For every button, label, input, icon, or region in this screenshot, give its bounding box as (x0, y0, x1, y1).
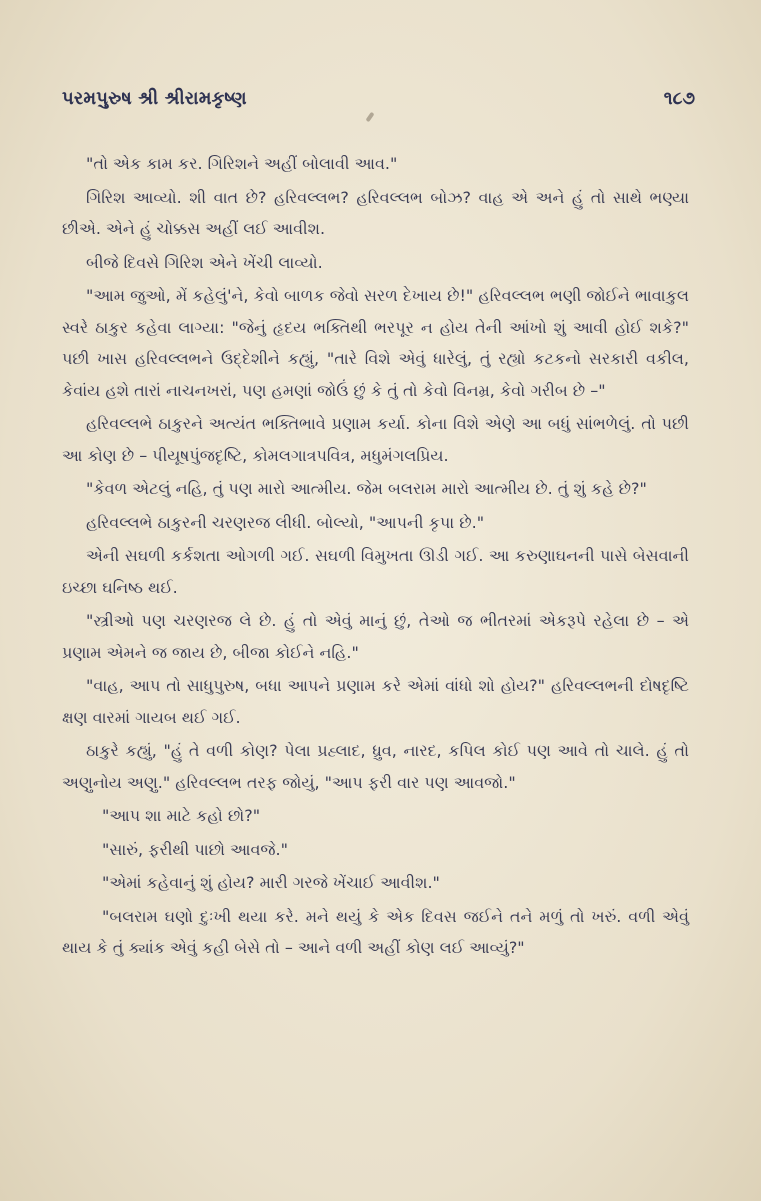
paragraph: "એમાં કહેવાનું શું હોય? મારી ગરજે ખેંચાઈ આવીશ." (102, 873, 440, 892)
paragraph: "વાહ, આપ તો સાધુપુરુષ, બધા આપને પ્રણામ કરે એમાં વાંધો શો હોય?" હરિવલ્લભની દોષદૃષ્ટિ ક્ષણ વારમાં ગાયબ થઈ ગઈ. (62, 676, 689, 727)
body-text (62, 148, 689, 964)
paragraph: એની સઘળી કર્કશતા ઓગળી ગઈ. સઘળી વિમુખતા ઊડી ગઈ. આ કરુણાઘનની પાસે બેસવાની ઇચ્છા ઘનિષ્ઠ થઈ. (62, 546, 689, 597)
running-title: પરમપુરુષ શ્રી શ્રીરામકૃષ્ણ (62, 88, 247, 109)
paragraph: "કેવળ એટલું નહિ, તું પણ મારો આત્મીય. જેમ બલરામ મારો આત્મીય છે. તું શું કહે છે?" (86, 479, 647, 498)
paragraph: "આમ જુઓ, મેં કહેલું'ને, કેવો બાળક જેવો સરળ દેખાય છે!" હરિવલ્લભ ભણી જોઈને ભાવાકુલ સ્વરે ઠાકુર કહેવા લાગ્યા: "જેનું હૃદય ભક્તિથી ભરપૂર ન હોય તેની આંખો શું આવી હોઈ શકે?" પછી ખાસ હરિવલ્લભને ઉદ્દેશીને કહ્યું, "તારે વિશે એવું ધારેલું, તું રહ્યો કટકનો સરકારી વકીલ, કેવાંય હશે તારાં નાચનખરાં, પણ હમણાં જોઉં છું કે તું તો કેવો વિનમ્ર, કેવો ગરીબ છે –" (62, 286, 689, 400)
paragraph: "સારું, ફરીથી પાછો આવજે." (102, 839, 289, 859)
paragraph: હરિવલ્લભે ઠાકુરને અત્યંત ભક્તિભાવે પ્રણામ કર્યા. કોના વિશે એણે આ બધું સાંભળેલું. તો પછી આ કોણ છે – પીયૂષપુંજદૃષ્ટિ, કોમલગાત્રપવિત્ર, મધુમંગલપ્રિય. (62, 414, 689, 465)
paragraph: "બલરામ ઘણો દુઃખી થયા કરે. મને થયું કે એક દિવસ જઈને તને મળું તો ખરું. વળી એવું થાય કે તું ક્યાંક એવું કહી બેસે તો – આને વળી અહીં કોણ લઈ આવ્યું?" (62, 906, 689, 957)
paragraph: "તો એક કામ કર. ગિરિશને અહીં બોલાવી આવ." (86, 154, 398, 173)
paragraph: "આપ શા માટે કહો છો?" (102, 806, 261, 825)
paragraph: "સ્ત્રીઓ પણ ચરણરજ લે છે. હું તો એવું માનું છું, તેઓ જ ભીતરમાં એકરૂપે રહેલા છે – એ પ્રણામ એમને જ જાય છે, બીજા કોઈને નહિ." (62, 611, 689, 662)
paragraph: બીજે દિવસે ગિરિશ એને ખેંચી લાવ્યો. (86, 252, 323, 272)
paragraph: ઠાકુરે કહ્યું, "હું તે વળી કોણ? પેલા પ્રહ્લાદ, ધ્રુવ, નારદ, કપિલ કોઈ પણ આવે તો ચાલે. હું તો અણુનોય અણુ." હરિવલ્લભ તરફ જોયું, "આપ ફરી વાર પણ આવજો." (62, 741, 689, 792)
paragraph: હરિવલ્લભે ઠાકુરની ચરણરજ લીધી. બોલ્યો, "આપની કૃપા છે." (86, 512, 485, 532)
paragraph: ગિરિશ આવ્યો. શી વાત છે? હરિવલ્લભ? હરિવલ્લભ બોઝ? વાહ એ અને હું તો સાથે ભણ્યા છીએ. એને હું ચોક્કસ અહીં લઈ આવીશ. (62, 187, 689, 238)
page-number: ૧૮૭ (663, 88, 695, 109)
page-header (62, 88, 695, 126)
